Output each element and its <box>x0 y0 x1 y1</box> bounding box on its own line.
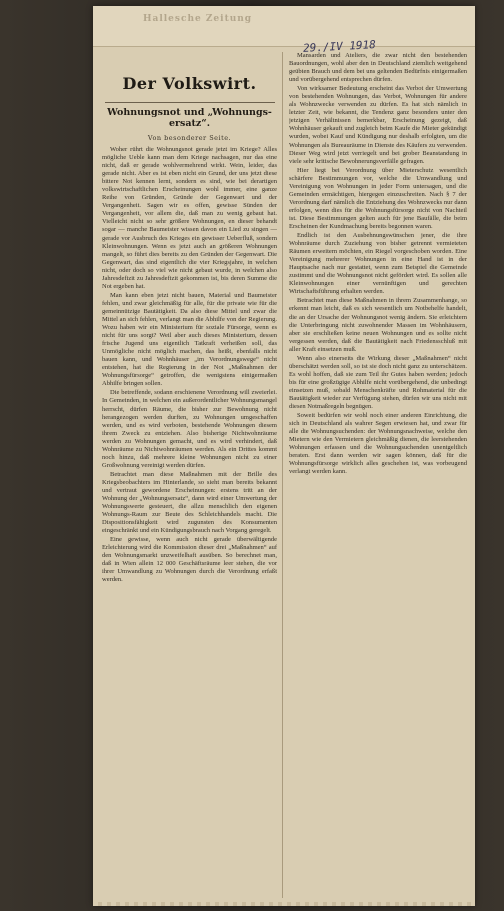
paragraph: Die betreffende, sodann erschienene Verordnung will zweierlei. In Gemeinden, in welchen ein außerordentlicher Wohnungsmangel herrscht, dürfen Räume, die bisher zur Bewohnung nicht herangezogen werden durften, zu Wohnungen umgeschaffen werden, und es wird verboten, bestehende Wohnungen diesem ihrem Zweck zu entziehen. Also bisherige Nichtwohnräume werden zu Wohnungen gemacht, und es wird verhindert, daß Wohnräume zu Nichtwohnräumen werden. Als ein Drittes kommt noch hinzu, daß mehrere kleine Wohnungen nicht zu einer Großwohnung vereinigt werden dürfen. <box>102 389 277 469</box>
newspaper-clipping <box>93 6 475 906</box>
paragraph: Endlich ist den Ausbehnungswünschen jener, die ihre Wohnräume durch Zuziehung von bisher getrennt vermieteten Räumen erweitern möchten, ein Riegel vorgeschoben worden. Eine Vereinigung mehrerer Wohnungen in eine Hand ist in der Hauptsache nach nur gestattet, wenn zum Beispiel die Gemeinde zustimmt und die Wohnungsnot nicht gefördert wird. Es sollen alle Kleinwohnungen einer vernünftigen und gerechten Wirtschaftsführung erhalten werden. <box>289 232 467 296</box>
paragraph: Hier liegt bei Verordnung über Mieterschutz wesentlich schärfere Bestimmungen vor, welche die Umwandlung und Vereinigung von Wohnungen in jeder Form untersagen, und die Gemeinden ermächtigen, hiergegen einzuschreiten. Nach § 7 der Verordnung darf nämlich die Entziehung des Wohnzwecks nur dann erfolgen, wenn dies für die Wohnungsfürsorge nicht von Nachteil ist. Diese Bestimmungen gelten auch für jene Baufälle, die beim Erscheinen der Kundmachung bereits begonnen waren. <box>289 166 467 230</box>
paragraph: Woher rührt die Wohnungsnot gerade jetzt im Kriege? Alles mögliche Ueble kann man dem Kriege nachsagen, nur das eine nicht, daß er gerade wohlvermehrend wirkt. Wein, leider, das gerade nicht. Aber es ist eben nicht ein Grund, der uns jetzt diese bittere Not kennen lernt, sondern es sind, wie bei derartigen volkswirtschaftlichen Erscheinungen wohl immer, eine ganze Reihe von Gründen, Gründe der Gegenwart und der Vergangenheit. Sagen wir es offen, gewisse Sünden der Vergangenheit, vor allem die, daß man zu wenig gebaut hat. Vielleicht nicht so sehr größere Wohnungen, en dieser behandt sogar — manche Baumeister wissen davon ein Lied zu singen — gerade vor Ausbruch des Krieges ein gewisser Ueberfluß, sondern Kleinwohnungen. Wenn es jetzt auch an größeren Wohnungen mangelt, so führt dies bereits zu den Gründen der Gegenwart. Die Gegenwart, das sind eigentlich die vier Kriegsjahre, in welchen nicht, oder doch so viel wie nicht gebaut wurde, in welchen also Jahresdefizit zu Jahresdefizit gekommen ist, bis deren Summe die Not ergeben hat. <box>102 146 277 290</box>
paragraph: Mansarden und Ateliers, die zwar nicht den bestehenden Bauordnungen, wohl aber den in Deutschland ziemlich weitgehend geübten Brauch und dem bei uns geltenden Bedürfnis einigermaßen und vorübergehend entsprechen dürfen. <box>289 52 467 84</box>
article-byline: Von besonderer Seite. <box>147 134 232 142</box>
torn-edge <box>93 902 475 906</box>
column-divider <box>282 52 283 898</box>
masthead-name: Hallesche Zeitung <box>143 14 253 24</box>
handwritten-date: 29./IV 1918 <box>302 38 377 55</box>
paragraph: Soweit bedürfen wir wohl noch einer anderen Einrichtung, die sich in Deutschland als wahrer Segen erwiesen hat, und zwar für alle die Wohnungsuchenden: der Wohnungsnachweise, welche den Mietern wie den Vermietern gleichmäßig dienen, die leerstehenden Wohnungen erfassen und die Wohnungsuchenden unentgeltlich beraten. Erst dann werden wir sagen können, daß für die Wohnungsfürsorge wirklich alles geschehen ist, was vorbeugend verlangt werden kann. <box>289 412 467 476</box>
paragraph: Von wirksamer Bedeutung erscheint das Verbot der Umwertung von bestehenden Wohnungen, das Verbot, Wohnungen für andere als Wohnzwecke verwenden zu dürfen. Es hat sich nämlich in letzter Zeit, wie bekannt, die Tendenz ganz besonders unter den jetzigen Verhältnissen bemerkbar, Erscheinung gezeigt, daß Wohnhäuser gekauft und zugleich beim Kaufe die Mieter gekündigt wurden, wobei Kauf und Kündigung nur deshalb erfolgten, um die Wohnungen als Bureauräume in Dienste des Käufers zu verwenden. Dieser Weg wird jetzt verriegelt und bei grober Beanstandung in viele sehr kritische Bewohnerungsverfälle gefragen. <box>289 85 467 165</box>
paragraph: Wenn also einerseits die Wirkung dieser „Maßnahmen“ nicht überschätzt werden soll, so ist sie doch nicht ganz zu unterschätzen. Es wohl hoffen, daß sie zum Teil ihr Gutes haben werden; jedoch bis für eine großzügige Abhilfe nicht vorübergehend, die unbedingt einsetzen muß, sobald Menschenkräfte und Rohmaterial für die Bautätigkeit wieder zur Verfügung stehen, dürfen wir uns nicht mit diesen Notmaßregeln begnügen. <box>289 354 467 411</box>
masthead-strip <box>93 6 475 55</box>
headline-rule <box>105 102 275 103</box>
paragraph: Betrachtet man diese Maßnahmen mit der Brille des Kriegsbeobachters im Hinterlande, so sieht man bereits bekannt und vertraut gewordene Erscheinungen: erstens tritt an der Wohnung der „Wohnungsersatz“, dann wird einer Umwertung der Wohnungswerte gesteuert, die allzu menschlich den eigenen Wohnungs-Raum zur Beute des Schleichhandels macht. Die Dispositionsfähigkeit wird zugunsten des Konsumenten eingeschränkt und ein Kündigungsbrauch nach Vorgang geregelt. <box>102 470 277 535</box>
article-title: Wohnungsnot und „Wohnungs-ersatz“. <box>107 107 272 129</box>
section-headline: Der Volkswirt. <box>122 74 257 93</box>
paragraph: Betrachtet man diese Maßnahmen in ihrem Zusammenhange, so erkennt man leicht, daß es sich wesentlich um Notbehelfe handelt, die an der Ursache der Wohnungsnot wenig ändern. Sie erleichtern die Unterbringung nicht zuwohnender Massen im Wohnhäusern, aber sie erschließen keine neuen Wohnungen und es sollte nicht vergessen werden, daß die Bautätigkeit nach Friedensschluß mit aller Kraft einsetzen muß. <box>289 297 467 353</box>
paragraph: Man kann eben jetzt nicht bauen, Material und Baumeister fehlen, und zwar gleichmäßig für alle, für die private wie für die gemeinnützige Bautätigkeit. Da also diese Mittel und zwar die Mittel an sich fehlen, verlangt man die Abhilfe von der Regierung. Wozu haben wir ein Ministerium für soziale Fürsorge, wenn es nicht für uns sorgt? Weil aber auch dieses Ministerium, dessen frische Jugend uns eigentlich Tatkraft verheißen soll, das Unmögliche nicht möglich machen, das heißt, ebenfalls nicht bauen kann, und Wohnhäuser „im Verordnungswege“ nicht entstehen, hat die Regierung in der Not „Maßnahmen der Wohnungsfürsorge“ getroffen, die wenigstens einigermaßen Abhilfe bringen sollen. <box>102 291 277 388</box>
paragraph: Eine gewisse, wenn auch nicht gerade überwältigende Erleichterung wird die Kommission dieser drei „Maßnahmen“ auf den Wohnungsmarkt unzweifelhaft ausüben. So berechnet man, daß in Wien allein 12 000 Geschäftsräume leer stehen, die vor ihrer Umwandlung zu Wohnungen durch die Verordnung erfaßt werden. <box>102 536 277 584</box>
left-column <box>102 146 277 908</box>
right-column <box>289 52 467 902</box>
